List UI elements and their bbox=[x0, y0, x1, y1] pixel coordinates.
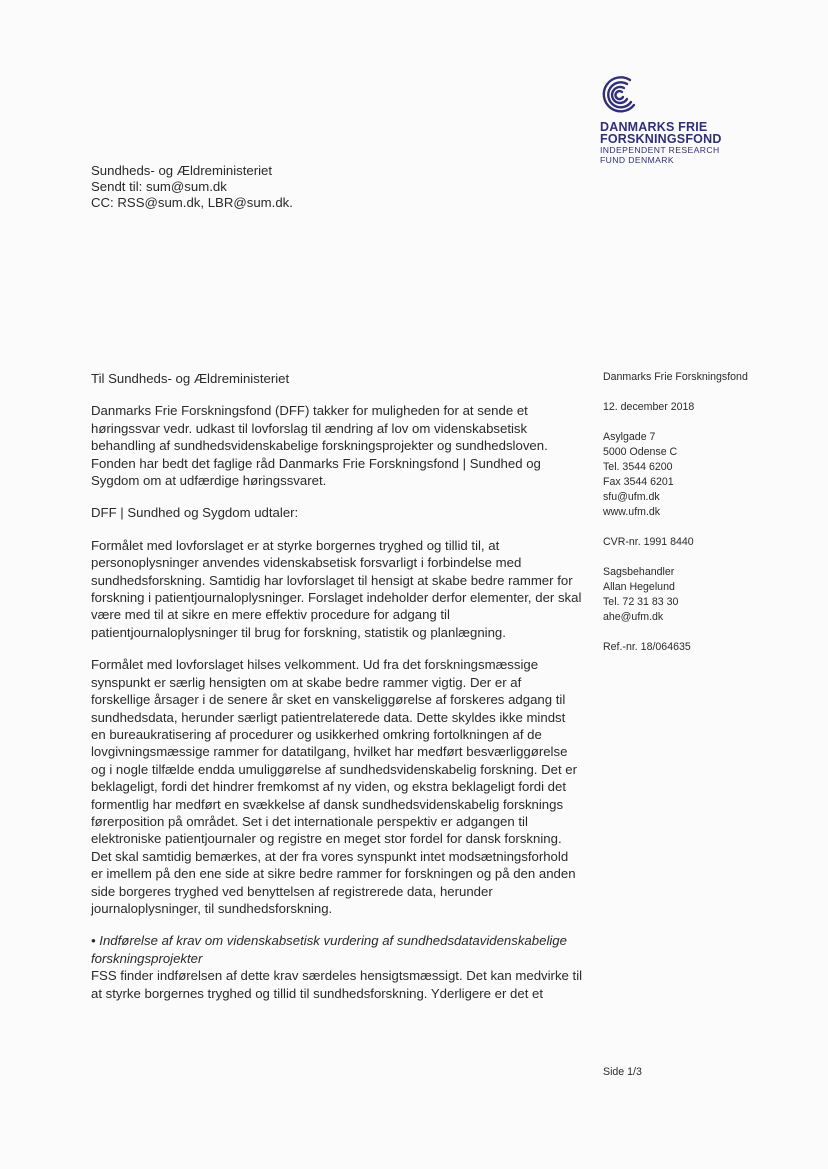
sidebar-cvr: CVR-nr. 1991 8440 bbox=[603, 536, 694, 548]
salutation: Til Sundheds- og Ældreministeriet bbox=[91, 371, 290, 386]
letter-body bbox=[91, 370, 583, 1017]
caseworker-name: Allan Hegelund bbox=[603, 581, 675, 593]
recipient-sent-to: Sendt til: sum@sum.dk bbox=[91, 179, 227, 194]
address-email: sfu@ufm.dk bbox=[603, 491, 660, 503]
caseworker-email: ahe@ufm.dk bbox=[603, 611, 664, 623]
address-fax: Fax 3544 6201 bbox=[603, 476, 674, 488]
paragraph-statement: DFF | Sundhed og Sygdom udtaler: bbox=[91, 505, 299, 521]
sidebar-date: 12. december 2018 bbox=[603, 401, 695, 413]
address-web: www.ufm.dk bbox=[603, 506, 661, 518]
paragraph-intro: Danmarks Frie Forskningsfond (DFF) takker for muligheden for at sende et høringssvar vedr. udkast til lovforslag til ændring af lov om videnskabsetisk behandling af sundhedsvidenskabelige forskningsprojekter og sundhedsloven. Fonden har bedt det faglige råd Danmarks Frie Forskningsfond | Sundhed og Sygdom om at udfærdige høringssvaret. bbox=[91, 403, 548, 489]
address-phone: Tel. 3544 6200 bbox=[603, 461, 673, 473]
sidebar-org: Danmarks Frie Forskningsfond bbox=[603, 371, 748, 383]
dff-logo-icon bbox=[600, 74, 640, 114]
sidebar-caseworker bbox=[603, 565, 803, 625]
recipient-name: Sundheds- og Ældreministeriet bbox=[91, 163, 273, 178]
sidebar-info bbox=[603, 370, 803, 670]
logo-name-line2: FORSKNINGSFOND bbox=[600, 132, 722, 146]
paragraph-purpose: Formålet med lovforslaget er at styrke borgernes tryghed og tillid til, at personoplysninger anvendes videnskabsetisk forsvarligt i forbindelse med sundhedsforskning. Samtidig har lovforslaget til hensigt at skabe bedre rammer for forskning i patientjournaloplysninger. Forslaget indeholder derfor elementer, der skal være med til at sikre en mere effektiv procedure for adgang til patientjournaloplysninger til brug for forskning, statistik og planlægning. bbox=[91, 537, 582, 640]
address-city: 5000 Odense C bbox=[603, 446, 678, 458]
logo bbox=[600, 74, 740, 165]
sidebar-address bbox=[603, 430, 803, 520]
paragraph-welcome: Formålet med lovforslaget hilses velkomment. Ud fra det forskningsmæssige synspunkt er særlig hensigten om at skabe bedre rammer vigtig. Der er af forskellige årsager i de senere år sket en vanskeliggørelse af forskeres adgang til sundhedsdata, herunder særligt patientrelaterede data. Dette skyldes ikke mindst en bureaukratisering af procedurer og usikkerhed omkring fortolkningen af de lovgivningsmæssige rammer for datatilgang, hvilket har medført besværliggørelse og i nogle tilfælde endda umuliggørelse af sundhedsvidenskabelig forskning. Det er beklageligt, fordi det hindrer fremkomst af ny viden, og ekstra beklageligt fordi det formentlig har medført en svækkelse af dansk sundhedsvidenskabelig forsknings førerposition på området. Set i det internationale perspektiv er adgangen til elektroniske patientjournaler og registre en meget stor fordel for dansk forskning. Det skal samtidig bemærkes, at der fra vores synspunkt intet modsætningsforhold er imellem på den ene side at sikre bedre rammer for forskningen og på den anden side borgeres tryghed ved benyttelsen af registrerede data, herunder journaloplysninger, til sundhedsforskning. bbox=[91, 657, 578, 916]
caseworker-label: Sagsbehandler bbox=[603, 566, 675, 578]
logo-subname-line2: FUND DENMARK bbox=[600, 155, 675, 165]
recipient-block bbox=[91, 163, 293, 211]
caseworker-phone: Tel. 72 31 83 30 bbox=[603, 596, 679, 608]
logo-subname-line1: INDEPENDENT RESEARCH bbox=[600, 145, 720, 155]
sidebar-ref: Ref.-nr. 18/064635 bbox=[603, 641, 691, 653]
page-number: Side 1/3 bbox=[603, 1066, 642, 1078]
logo-name-line1: DANMARKS FRIE bbox=[600, 120, 708, 134]
recipient-cc: CC: RSS@sum.dk, LBR@sum.dk. bbox=[91, 195, 293, 210]
address-street: Asylgade 7 bbox=[603, 431, 656, 443]
section-heading: • Indførelse af krav om videnskabsetisk vurdering af sundhedsdatavidenskabelige forskningsprojekter bbox=[91, 933, 567, 966]
paragraph-fss: FSS finder indførelsen af dette krav særdeles hensigtsmæssigt. Det kan medvirke til at styrke borgernes tryghed og tillid til sundhedsforskning. Yderligere er det et bbox=[91, 968, 583, 1001]
